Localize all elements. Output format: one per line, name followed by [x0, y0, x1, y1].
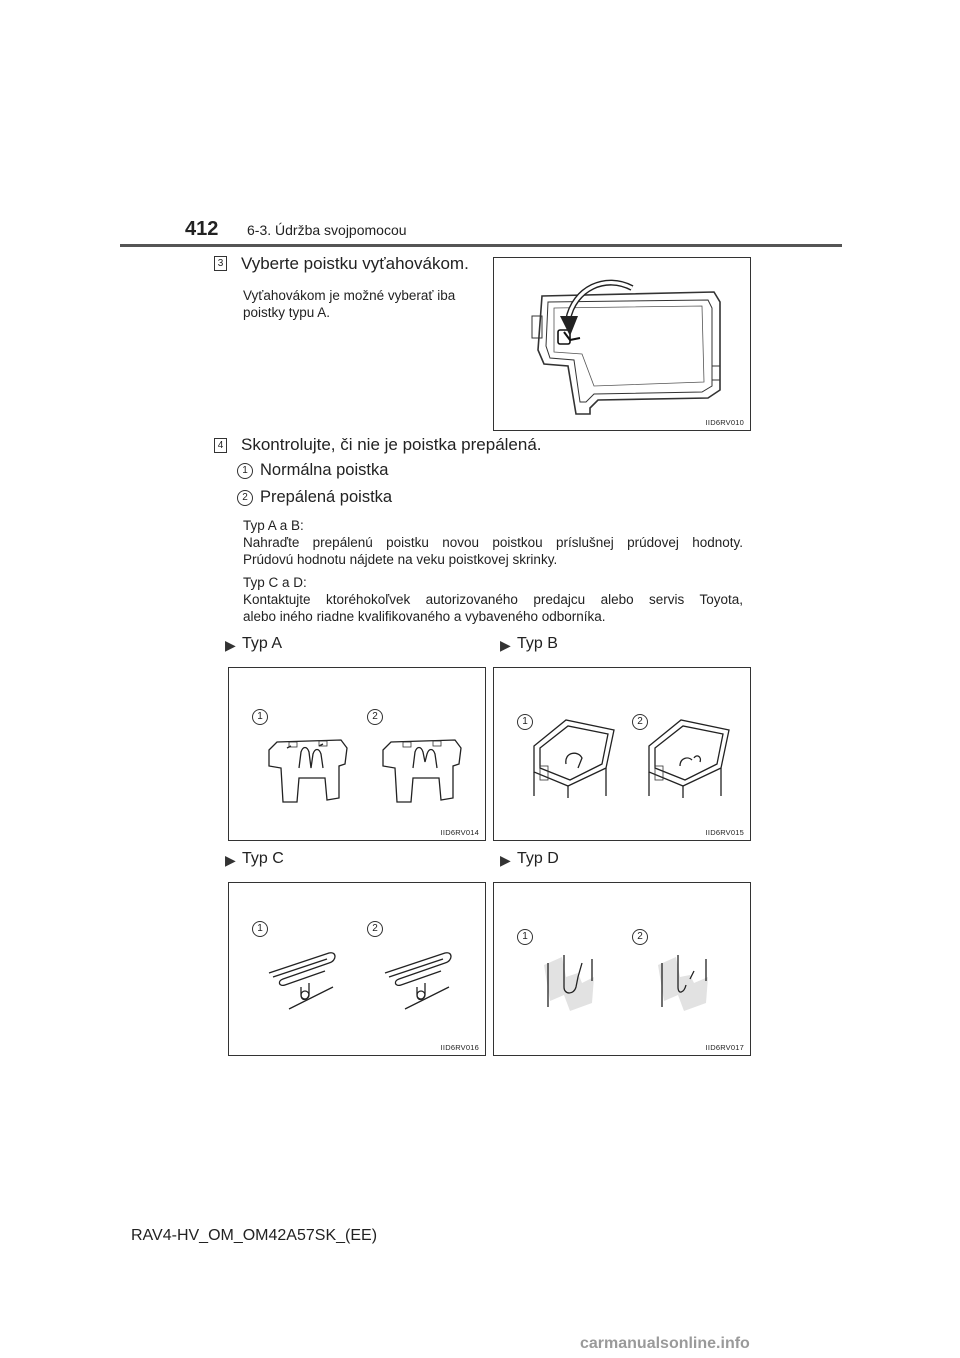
note-cd-heading: Typ C a D: — [243, 575, 307, 590]
step-badge-4: 4 — [214, 438, 227, 453]
watermark: carmanualsonline.info — [580, 1335, 750, 1352]
type-c-figure — [228, 882, 486, 1056]
fuse-number-2: 2 — [367, 709, 383, 725]
fuse-number-1: 1 — [517, 714, 533, 730]
note-cd-line1: Kontaktujte ktoréhokoľvek autorizovaného predajcu alebo servis Toyota, — [243, 592, 743, 607]
step-badge-3: 3 — [214, 256, 227, 271]
type-b-figure — [493, 667, 751, 841]
fuse-number-1: 1 — [252, 921, 268, 937]
figure-code: IID6RV017 — [705, 1043, 744, 1052]
type-b-label: Typ B — [517, 635, 558, 652]
step3-title: Vyberte poistku vyťahovákom. — [241, 254, 469, 273]
triangle-bullet-icon: ▶ — [225, 637, 236, 653]
note-ab-heading: Typ A a B: — [243, 518, 304, 533]
fuse-number-1: 1 — [517, 929, 533, 945]
type-d-figure — [493, 882, 751, 1056]
fuse-puller-figure — [493, 257, 751, 431]
figure-code: IID6RV016 — [440, 1043, 479, 1052]
fuse-box-cover-illustration — [494, 258, 752, 432]
item-number-1: 1 — [237, 463, 253, 479]
item-normal-fuse: Normálna poistka — [260, 461, 389, 479]
triangle-bullet-icon: ▶ — [500, 637, 511, 653]
type-a-figure — [228, 667, 486, 841]
figure-code: IID6RV014 — [440, 828, 479, 837]
item-blown-fuse: Prepálená poistka — [260, 488, 393, 506]
page-number: 412 — [185, 218, 219, 240]
figure-code: IID6RV010 — [705, 418, 744, 427]
fuse-number-2: 2 — [632, 929, 648, 945]
triangle-bullet-icon: ▶ — [500, 852, 511, 868]
figure-code: IID6RV015 — [705, 828, 744, 837]
note-ab-line1: Nahraďte prepálenú poistku novou poistkou príslušnej prúdovej hodnoty. — [243, 535, 743, 550]
header-divider — [120, 244, 842, 247]
step3-desc-line2: poistky typu A. — [243, 305, 331, 320]
step3-desc-line1: Vyťahovákom je možné vyberať iba — [243, 288, 456, 303]
type-d-label: Typ D — [517, 850, 559, 867]
manual-code: RAV4-HV_OM_OM42A57SK_(EE) — [131, 1227, 378, 1244]
fuse-number-2: 2 — [367, 921, 383, 937]
type-c-label: Typ C — [242, 850, 284, 867]
step4-title: Skontrolujte, či nie je poistka prepálená. — [241, 435, 542, 454]
item-number-2: 2 — [237, 490, 253, 506]
fuse-number-2: 2 — [632, 714, 648, 730]
triangle-bullet-icon: ▶ — [225, 852, 236, 868]
section-title: 6-3. Údržba svojpomocou — [247, 222, 407, 238]
note-ab-line2: Prúdovú hodnotu nájdete na veku poistkovej skrinky. — [243, 552, 558, 567]
fuse-number-1: 1 — [252, 709, 268, 725]
note-cd-line2: alebo iného riadne kvalifikovaného a vybaveného odborníka. — [243, 609, 606, 624]
type-a-label: Typ A — [242, 635, 283, 652]
